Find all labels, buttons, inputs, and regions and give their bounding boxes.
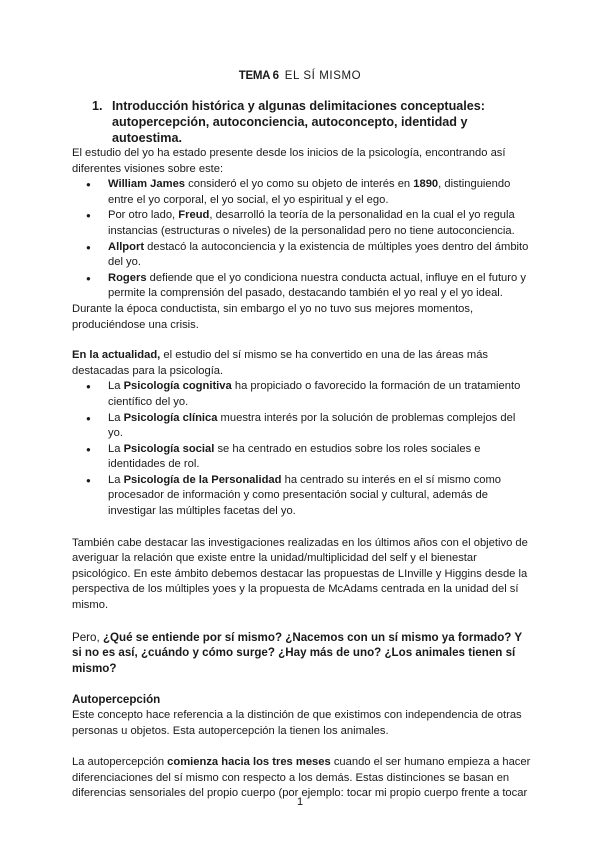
- document-body: [72, 98, 532, 802]
- list-item: ● William James consideró el yo como su objeto de interés en 1890, distinguiendo entre el yo corporal, el yo social, el yo espiritual y el ego.: [108, 177, 532, 208]
- page-title: [0, 70, 600, 82]
- research-paragraph: También cabe destacar las investigaciones realizadas en los últimos años con el objetivo de averiguar la relación que existe entre la unidad/multiplicidad del self y el bienestar psicológico. En este ámbito debemos destacar las propuestas de LInville y Higgins desde la perspectiva de los múltiples yoes y la propuesta de McAdams centrada en la unidad del sí mismo.: [72, 536, 528, 612]
- fields-list: [72, 379, 532, 519]
- list-item: ● Allport destacó la autoconciencia y la existencia de múltiples yoes dentro del ámbito del yo.: [108, 240, 532, 271]
- section-heading: [92, 98, 532, 146]
- today-paragraph: En la actualidad, el estudio del sí mismo se ha convertido en una de las áreas más destacadas para la psicología.: [72, 349, 489, 377]
- section-heading-text: Introducción histórica y algunas delimitaciones conceptuales: autopercepción, autoconciencia, autoconcepto, identidad y autoestima.: [112, 99, 486, 145]
- list-item: ● La Psicología de la Personalidad ha centrado su interés en el sí mismo como procesador de información y como presentación social y cultural, además de investigar las múltiples facetas del yo.: [108, 473, 532, 520]
- behaviorism-paragraph: Durante la época conductista, sin embargo el yo no tuvo sus mejores momentos, produciéndose una crisis.: [72, 302, 474, 331]
- page-number: 1: [296, 796, 304, 808]
- list-item: ● Rogers defiende que el yo condiciona nuestra conducta actual, influye en el futuro y permite la comprensión del pasado, destacando también el yo real y el yo ideal.: [108, 271, 532, 302]
- questions-paragraph: Pero, ¿Qué se entiende por sí mismo? ¿Nacemos con un sí mismo ya formado? Y si no es así, ¿cuándo y cómo surge? ¿Hay más de uno? ¿Los animales tienen sí mismo?: [72, 630, 522, 675]
- topic-number: TEMA 6: [238, 70, 279, 82]
- autopercepcion-definition: Este concepto hace referencia a la distinción de que existimos con independencia de otras personas u objetos. Esta autopercepción la tienen los animales.: [72, 709, 522, 737]
- list-item: ● La Psicología clínica muestra interés por la solución de problemas complejos del yo.: [108, 411, 532, 442]
- list-item: ● Por otro lado, Freud, desarrolló la teoría de la personalidad en la cual el yo regula instancias (estructuras o niveles) de la personalidad pero no tiene autoconciencia.: [108, 208, 532, 239]
- autopercepcion-heading: Autopercepción: [72, 693, 161, 707]
- intro-paragraph: El estudio del yo ha estado presente desde los inicios de la psicología, encontrando así diferentes visiones sobre este:: [72, 147, 506, 175]
- autopercepcion-onset-paragraph: La autopercepción comienza hacia los tres meses cuando el ser humano empieza a hacer diferenciaciones del sí mismo con respecto a los demás. Estas distinciones se basan en diferencias sensoriales del propio cuerpo (por ejemplo: tocar mi propio cuerpo frente a tocar: [72, 756, 531, 800]
- list-item: ● La Psicología social se ha centrado en estudios sobre los roles sociales e identidades de rol.: [108, 442, 532, 473]
- topic-name: EL SÍ MISMO: [284, 70, 362, 82]
- section-number: 1.: [92, 99, 103, 113]
- history-list: [72, 177, 532, 302]
- list-item: ● La Psicología cognitiva ha propiciado o favorecido la formación de un tratamiento científico del yo.: [108, 379, 532, 410]
